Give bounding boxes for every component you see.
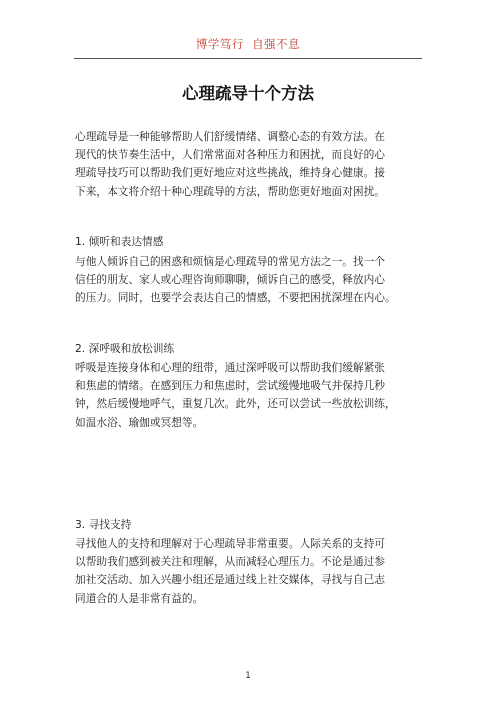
section-heading-3: 3. 寻找支持 <box>75 518 132 531</box>
paragraph-line: 现代的快节奏生活中，人们常常面对各种压力和困扰，而良好的心 <box>75 148 385 162</box>
section-heading-2: 2. 深呼吸和放松训练 <box>75 342 175 355</box>
header-motto: 博学笃行 自强不息 <box>195 37 301 51</box>
paragraph-line: 寻找他人的支持和理解对于心理疏导非常重要。人际关系的支持可 <box>75 537 385 550</box>
section-2-paragraph <box>75 359 425 432</box>
page-number: 1 <box>245 671 251 681</box>
paragraph-line: 与他人倾诉自己的困惑和烦恼是心理疏导的常见方法之一。找一个 <box>75 255 385 268</box>
paragraph-line: 心理疏导是一种能够帮助人们舒缓情绪、调整心态的有效方法。在 <box>75 130 385 143</box>
paragraph-line: 理疏导技巧可以帮助我们更好地应对这些挑战，维持身心健康。接 <box>75 166 385 180</box>
header-divider <box>74 58 422 59</box>
paragraph-line: 呼吸是连接身体和心理的纽带，通过深呼吸可以帮助我们缓解紧张 <box>75 361 385 374</box>
paragraph-line: 信任的朋友、家人或心理咨询师聊聊，倾诉自己的感受，释放内心 <box>75 273 385 287</box>
paragraph-line: 的压力。同时，也要学会表达自己的情感，不要把困扰深埋在内心。 <box>75 291 396 305</box>
paragraph-line: 下来，本文将介绍十种心理疏导的方法，帮助您更好地面对困扰。 <box>75 184 385 198</box>
document-title: 心理疏导十个方法 <box>182 84 314 103</box>
paragraph-line: 钟，然后缓慢地呼气，重复几次。此外，还可以尝试一些放松训练， <box>75 397 396 411</box>
paragraph-line: 加社交活动、加入兴趣小组还是通过线上社交媒体，寻找与自己志 <box>75 573 385 587</box>
paragraph-line: 和焦虑的情绪。在感到压力和焦虑时，尝试缓慢地吸气并保持几秒 <box>75 379 385 393</box>
intro-paragraph <box>75 128 425 201</box>
section-heading-1: 1. 倾听和表达情感 <box>75 235 164 248</box>
paragraph-line: 以帮助我们感到被关注和理解，从而减轻心理压力。不论是通过参 <box>75 555 385 569</box>
section-1-paragraph <box>75 253 425 308</box>
section-3-paragraph <box>75 535 425 608</box>
paragraph-line: 如温水浴、瑜伽或冥想等。 <box>75 415 204 429</box>
paragraph-line: 同道合的人是非常有益的。 <box>75 591 204 605</box>
